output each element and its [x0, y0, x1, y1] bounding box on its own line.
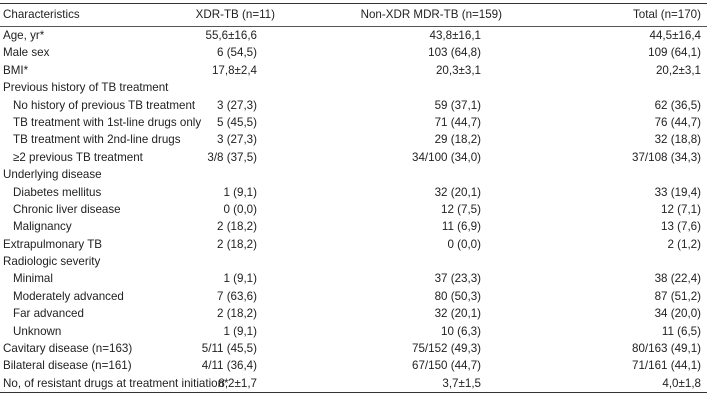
cell-non-xdr-mdr-tb: 10 (6,3) — [441, 324, 481, 338]
cell-total: 87 (51,2) — [654, 289, 701, 303]
table-row — [0, 149, 707, 166]
table-row — [0, 166, 707, 183]
cell-non-xdr-mdr-tb: 59 (37,1) — [434, 98, 481, 112]
cell-xdr-tb: 0 (0,0) — [223, 202, 257, 216]
table-row — [0, 218, 707, 235]
cell-total: 2 (1,2) — [667, 237, 701, 251]
cell-xdr-tb: 6 (54,5) — [217, 46, 257, 60]
cell-total: 20,2±3,1 — [655, 63, 701, 77]
row-label: Minimal — [13, 272, 53, 286]
row-label: BMI* — [3, 63, 29, 77]
cell-non-xdr-mdr-tb: 71 (44,7) — [434, 115, 481, 129]
cell-total: 44,5±16,4 — [649, 29, 701, 42]
cell-non-xdr-mdr-tb: 32 (20,1) — [434, 307, 481, 321]
row-label: No history of previous TB treatment — [13, 98, 196, 112]
cell-non-xdr-mdr-tb: 75/152 (49,3) — [412, 342, 481, 356]
row-label: Previous history of TB treatment — [3, 81, 169, 95]
cell-xdr-tb: 4/11 (36,4) — [201, 359, 257, 373]
cell-total: 37/108 (34,3) — [632, 150, 701, 164]
bottom-rule — [0, 392, 707, 393]
cell-xdr-tb: 3/8 (37,5) — [207, 150, 257, 164]
cell-non-xdr-mdr-tb: 80 (50,3) — [434, 289, 481, 303]
row-label: TB treatment with 1st-line drugs only — [13, 115, 202, 129]
cell-non-xdr-mdr-tb: 34/100 (34,0) — [412, 150, 481, 164]
cell-total: 38 (22,4) — [654, 272, 701, 286]
cell-xdr-tb: 3 (27,3) — [217, 98, 257, 112]
cell-total: 4,0±1,8 — [662, 376, 701, 390]
table-row — [0, 357, 707, 374]
cell-non-xdr-mdr-tb: 67/150 (44,7) — [412, 359, 481, 373]
cell-non-xdr-mdr-tb: 32 (20,1) — [434, 185, 481, 199]
table-row — [0, 62, 707, 79]
row-label: No, of resistant drugs at treatment initiation* — [3, 376, 229, 390]
cell-non-xdr-mdr-tb: 11 (6,9) — [441, 220, 481, 234]
row-label: Moderately advanced — [13, 289, 124, 303]
table-row — [0, 375, 707, 392]
cell-xdr-tb: 2 (18,2) — [217, 237, 257, 251]
row-label: Far advanced — [13, 307, 84, 321]
cell-xdr-tb: 8,2±1,7 — [218, 376, 257, 390]
cell-total: 12 (7,1) — [661, 202, 701, 216]
row-label: Male sex — [3, 46, 50, 60]
row-label: Extrapulmonary TB — [3, 237, 103, 251]
table-row — [0, 270, 707, 287]
table-row — [0, 97, 707, 114]
table-row — [0, 79, 707, 96]
cell-non-xdr-mdr-tb: 20,3±3,1 — [435, 63, 481, 77]
cell-total: 80/163 (49,1) — [632, 342, 701, 356]
row-label: Diabetes mellitus — [13, 185, 102, 199]
row-label: Malignancy — [13, 220, 72, 234]
cell-non-xdr-mdr-tb: 29 (18,2) — [434, 133, 481, 147]
cell-total: 32 (18,8) — [654, 133, 701, 147]
cell-non-xdr-mdr-tb: 37 (23,3) — [434, 272, 481, 286]
cell-total: 34 (20,0) — [654, 307, 701, 321]
header-non-xdr-mdr-tb: Non-XDR MDR-TB (n=159) — [360, 8, 502, 21]
cell-total: 71/161 (44,1) — [632, 359, 701, 373]
cell-non-xdr-mdr-tb: 0 (0,0) — [447, 237, 481, 251]
cell-non-xdr-mdr-tb: 12 (7,5) — [441, 202, 481, 216]
cell-xdr-tb: 1 (9,1) — [223, 272, 257, 286]
table-row — [0, 44, 707, 61]
cell-xdr-tb: 5/11 (45,5) — [201, 342, 257, 356]
row-label: Underlying disease — [3, 168, 102, 182]
cell-xdr-tb: 5 (45,5) — [217, 115, 257, 129]
cell-total: 109 (64,1) — [648, 46, 701, 60]
table-row — [0, 340, 707, 357]
row-label: Bilateral disease (n=161) — [3, 359, 132, 373]
table-row — [0, 305, 707, 322]
row-label: TB treatment with 2nd-line drugs — [13, 133, 181, 147]
cell-xdr-tb: 1 (9,1) — [223, 185, 257, 199]
cell-total: 33 (19,4) — [654, 185, 701, 199]
cell-xdr-tb: 1 (9,1) — [223, 324, 257, 338]
table-row — [0, 184, 707, 201]
table-body — [0, 27, 707, 392]
cell-non-xdr-mdr-tb: 3,7±1,5 — [442, 376, 481, 390]
table-row — [0, 323, 707, 340]
table-row — [0, 253, 707, 270]
cell-total: 76 (44,7) — [654, 115, 701, 129]
table-row — [0, 288, 707, 305]
cell-total: 11 (6,5) — [661, 324, 701, 338]
row-label: Age, yr* — [3, 29, 45, 42]
row-label: Cavitary disease (n=163) — [3, 342, 133, 356]
cell-xdr-tb: 2 (18,2) — [217, 220, 257, 234]
table-row — [0, 131, 707, 148]
cell-xdr-tb: 7 (63,6) — [217, 289, 257, 303]
cell-non-xdr-mdr-tb: 103 (64,8) — [428, 46, 481, 60]
cell-xdr-tb: 2 (18,2) — [217, 307, 257, 321]
cell-non-xdr-mdr-tb: 43,8±16,1 — [429, 29, 481, 42]
row-label: Radiologic severity — [3, 255, 101, 269]
cell-total: 13 (7,6) — [661, 220, 701, 234]
cell-xdr-tb: 3 (27,3) — [217, 133, 257, 147]
header-total: Total (n=170) — [633, 8, 701, 21]
row-label: Chronic liver disease — [13, 202, 121, 216]
table-header — [0, 4, 707, 26]
cell-total: 62 (36,5) — [654, 98, 701, 112]
table-row — [0, 27, 707, 44]
cell-xdr-tb: 17,8±2,4 — [211, 63, 257, 77]
row-label: Unknown — [13, 324, 62, 338]
table-row — [0, 201, 707, 218]
table-row — [0, 114, 707, 131]
row-label: ≥2 previous TB treatment — [13, 150, 143, 164]
header-characteristics: Characteristics — [3, 8, 80, 21]
cell-xdr-tb: 55,6±16,6 — [205, 29, 257, 42]
header-xdr-tb: XDR-TB (n=11) — [195, 8, 275, 21]
table-row — [0, 236, 707, 253]
